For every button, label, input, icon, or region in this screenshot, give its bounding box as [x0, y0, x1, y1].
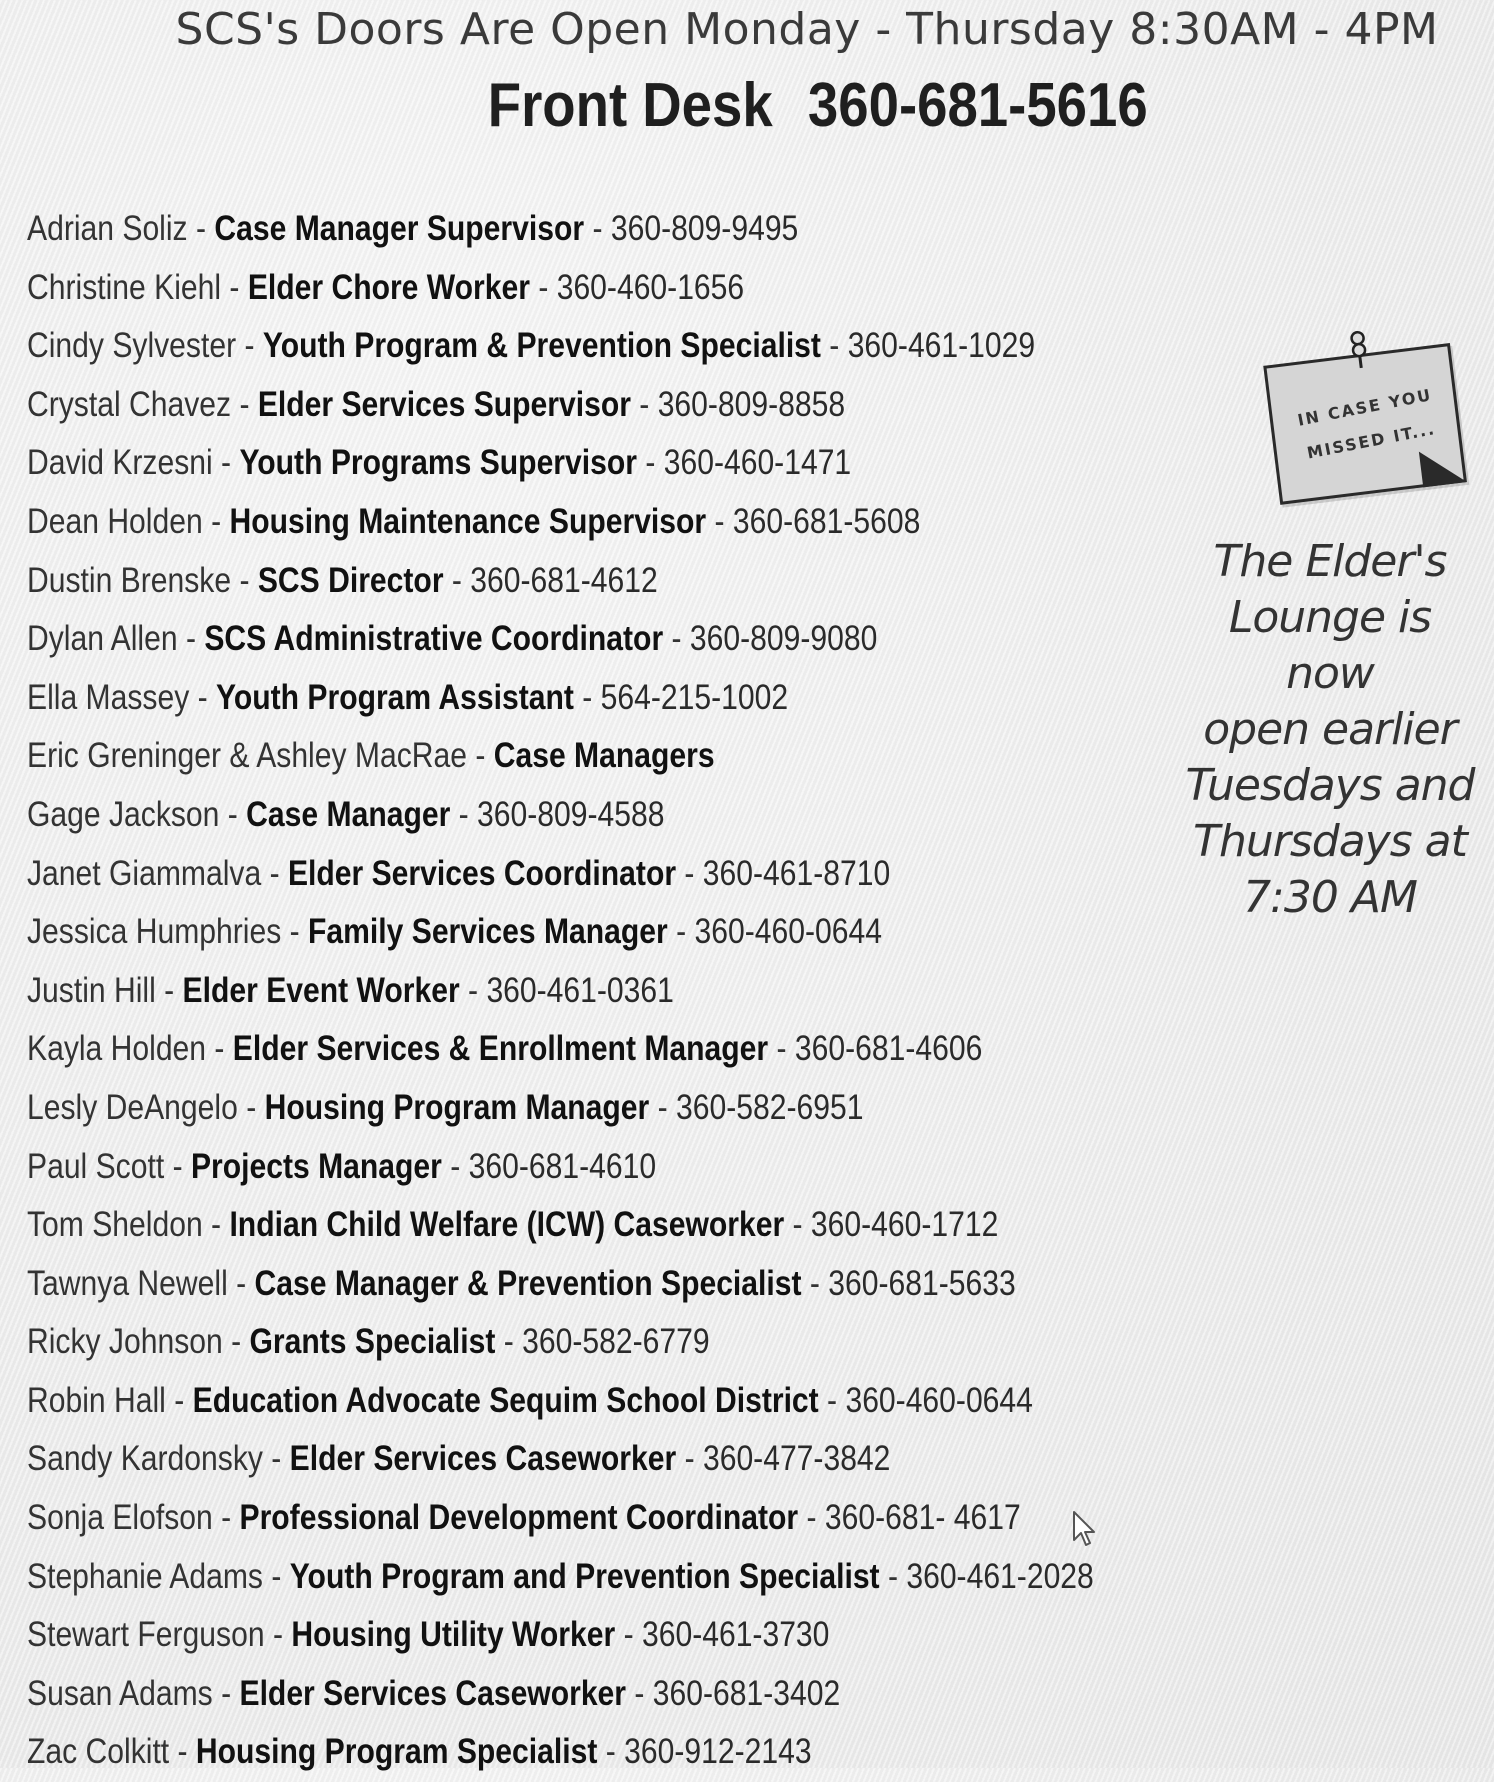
front-desk-phone[interactable]: 360-681-5616	[807, 71, 1148, 140]
announcement-line-1: The Elder's	[1213, 536, 1447, 587]
staff-phone[interactable]: 360-809-9080	[689, 619, 878, 659]
staff-role: Education Advocate Sequim School District	[192, 1380, 819, 1420]
separator: -	[573, 677, 601, 717]
staff-row	[27, 1255, 1016, 1314]
staff-phone[interactable]: 360-681-3402	[652, 1673, 841, 1713]
staff-phone[interactable]: 360-461-1029	[847, 326, 1036, 366]
staff-phone[interactable]: 360-460-1471	[663, 443, 852, 483]
staff-phone[interactable]: 360-461-0361	[486, 970, 674, 1010]
staff-phone[interactable]: 360-582-6779	[522, 1322, 710, 1362]
staff-role: Elder Services Caseworker	[239, 1673, 627, 1713]
staff-role: Projects Manager	[190, 1146, 442, 1186]
separator: -	[227, 1263, 255, 1303]
staff-row	[27, 259, 1007, 318]
staff-role: Youth Program Assistant	[216, 677, 574, 717]
separator: -	[597, 1732, 625, 1772]
staff-role: Youth Programs Supervisor	[239, 443, 637, 483]
staff-role: Case Manager Supervisor	[214, 209, 585, 248]
separator: -	[495, 1322, 523, 1362]
front-desk-line	[108, 70, 1423, 141]
staff-role: Elder Chore Worker	[247, 267, 530, 307]
staff-row	[27, 903, 1007, 962]
staff-name: Janet Giammalva	[27, 853, 262, 893]
separator: -	[231, 560, 258, 600]
staff-role: Housing Program Specialist	[195, 1732, 598, 1772]
staff-role: Elder Services & Enrollment Manager	[232, 1029, 769, 1069]
separator: -	[798, 1498, 825, 1538]
staff-row	[27, 1548, 1094, 1607]
staff-phone[interactable]: 360-582-6951	[676, 1087, 864, 1127]
staff-phone[interactable]: 360-477-3842	[702, 1439, 891, 1479]
separator: -	[663, 619, 690, 659]
elders-lounge-announcement	[1180, 534, 1480, 926]
announcement-line-4: Tuesdays and	[1185, 760, 1475, 811]
separator: -	[820, 326, 848, 366]
staff-name: Justin Hill	[27, 970, 156, 1010]
staff-name: Sandy Kardonsky	[27, 1439, 263, 1479]
separator: -	[768, 1029, 795, 1069]
staff-name: Zac Colkitt	[27, 1732, 170, 1772]
separator: -	[626, 1673, 653, 1713]
separator: -	[879, 1556, 907, 1596]
separator: -	[615, 1615, 642, 1655]
staff-name: Sonja Elofson	[27, 1498, 213, 1538]
staff-row	[27, 376, 1007, 435]
staff-phone[interactable]: 360-460-1656	[556, 267, 745, 307]
staff-role: SCS Administrative Coordinator	[204, 619, 664, 659]
staff-name: Paul Scott	[27, 1146, 165, 1186]
separator: -	[236, 326, 263, 366]
staff-name: Kayla Holden	[27, 1029, 207, 1069]
separator: -	[466, 736, 494, 776]
staff-phone[interactable]: 564-215-1002	[600, 677, 789, 717]
staff-name: Tom Sheldon	[27, 1205, 203, 1245]
staff-role: Professional Development Coordinator	[239, 1498, 799, 1538]
separator: -	[584, 209, 611, 248]
separator: -	[202, 1205, 230, 1245]
staff-row	[27, 1079, 1007, 1138]
separator: -	[155, 970, 183, 1010]
staff-role: Youth Program & Prevention Specialist	[262, 326, 821, 366]
separator: -	[281, 912, 309, 952]
staff-phone[interactable]: 360-681-4612	[470, 560, 658, 600]
separator: -	[222, 1322, 250, 1362]
separator: -	[212, 1498, 240, 1538]
announcement-line-2: Lounge is now	[1228, 592, 1432, 699]
staff-name: Tawnya Newell	[27, 1263, 228, 1303]
staff-row	[27, 1665, 1007, 1724]
staff-role: Indian Child Welfare (ICW) Caseworker	[229, 1205, 785, 1245]
staff-role: Family Services Manager	[308, 912, 668, 952]
staff-row	[27, 317, 1036, 376]
separator: -	[206, 1029, 233, 1069]
staff-role: Case Manager & Prevention Specialist	[254, 1263, 802, 1303]
separator: -	[262, 1556, 290, 1596]
staff-row	[27, 669, 1007, 728]
separator: -	[202, 501, 230, 541]
staff-role: Case Manager	[246, 794, 451, 834]
staff-row	[27, 786, 1007, 845]
note-line-1: IN CASE YOU	[1295, 385, 1434, 430]
staff-row	[27, 727, 1007, 786]
staff-phone[interactable]: 360-460-0644	[845, 1380, 1033, 1420]
staff-name: David Krzesni	[27, 443, 213, 483]
announcement-line-3: open earlier	[1203, 704, 1457, 755]
staff-phone[interactable]: 360-809-4588	[477, 794, 665, 834]
separator: -	[706, 501, 733, 541]
separator: -	[164, 1146, 191, 1186]
staff-role: Elder Event Worker	[182, 970, 460, 1010]
staff-phone[interactable]: 360-912-2143	[624, 1732, 812, 1772]
separator: -	[264, 1615, 292, 1655]
separator: -	[529, 267, 557, 307]
staff-role: Housing Utility Worker	[291, 1615, 616, 1655]
separator: -	[221, 267, 248, 307]
announcement-line-5: Thursdays at	[1193, 816, 1467, 867]
announcement-line-6: 7:30 AM	[1243, 872, 1417, 923]
staff-phone[interactable]: 360-809-8858	[657, 384, 846, 424]
separator: -	[169, 1732, 196, 1772]
staff-role: Housing Maintenance Supervisor	[229, 501, 707, 541]
separator: -	[441, 1146, 469, 1186]
separator: -	[261, 853, 288, 893]
separator: -	[667, 912, 695, 952]
separator: -	[219, 794, 247, 834]
staff-row	[27, 1489, 1021, 1548]
staff-row	[27, 552, 1007, 611]
staff-phone[interactable]: 360-681-5633	[828, 1263, 1016, 1303]
staff-phone[interactable]: 360-681-4610	[468, 1146, 657, 1186]
staff-phone[interactable]: 360-681-5608	[732, 501, 921, 541]
staff-name: Stephanie Adams	[27, 1556, 263, 1596]
staff-role: Housing Program Manager	[264, 1087, 650, 1127]
staff-name: Gage Jackson	[27, 794, 220, 834]
staff-name: Stewart Ferguson	[27, 1615, 265, 1655]
staff-name: Dustin Brenske	[27, 560, 232, 600]
staff-phone[interactable]: 360-461-8710	[702, 853, 891, 893]
staff-role: Case Managers	[493, 736, 715, 776]
separator: -	[649, 1087, 677, 1127]
separator: -	[187, 209, 215, 248]
separator: -	[636, 443, 664, 483]
staff-role: SCS Director	[257, 560, 444, 600]
staff-row	[27, 1606, 1007, 1665]
separator: -	[450, 794, 478, 834]
staff-name: Cindy Sylvester	[27, 326, 237, 366]
separator: -	[189, 677, 217, 717]
staff-row	[27, 962, 1007, 1021]
separator: -	[818, 1380, 846, 1420]
staff-name: Dean Holden	[27, 501, 203, 541]
staff-name: Susan Adams	[27, 1673, 213, 1713]
separator: -	[459, 970, 487, 1010]
staff-name: Ricky Johnson	[27, 1322, 223, 1362]
staff-name: Lesly DeAngelo	[27, 1087, 238, 1127]
staff-row	[27, 1196, 1007, 1255]
staff-phone[interactable]: 360-460-1712	[810, 1205, 999, 1245]
separator: -	[784, 1205, 811, 1245]
front-desk-label: Front Desk	[487, 71, 773, 140]
staff-row	[27, 200, 1007, 259]
staff-phone[interactable]: 360-460-0644	[694, 912, 882, 952]
separator: -	[443, 560, 471, 600]
staff-phone[interactable]: 360-461-3730	[641, 1615, 830, 1655]
staff-phone[interactable]: 360-681-4606	[794, 1029, 983, 1069]
staff-row	[27, 1020, 1007, 1079]
separator: -	[262, 1439, 290, 1479]
staff-row	[27, 1138, 1007, 1197]
staff-role: Elder Services Supervisor	[257, 384, 631, 424]
separator: -	[676, 1439, 703, 1479]
staff-role: Elder Services Caseworker	[289, 1439, 677, 1479]
staff-name: Robin Hall	[27, 1380, 166, 1420]
staff-role: Elder Services Coordinator	[287, 853, 677, 893]
staff-phone[interactable]: 360-681- 4617	[824, 1498, 1021, 1538]
in-case-you-missed-it-note	[1262, 329, 1467, 501]
staff-name: Crystal Chavez	[27, 384, 232, 424]
mouse-cursor-icon	[1071, 1510, 1097, 1550]
staff-name: Dylan Allen	[27, 619, 178, 659]
separator: -	[237, 1087, 265, 1127]
staff-name: Adrian Soliz	[27, 209, 188, 248]
staff-directory	[27, 200, 1167, 1782]
hours-banner: SCS's Doors Are Open Monday - Thursday 8:30AM - 4PM	[175, 4, 1439, 55]
staff-row	[27, 610, 1007, 669]
separator: -	[212, 1673, 240, 1713]
staff-row	[27, 434, 1007, 493]
staff-phone[interactable]: 360-809-9495	[610, 209, 799, 248]
staff-row	[27, 1313, 1007, 1372]
staff-name: Christine Kiehl	[27, 267, 222, 307]
staff-row	[27, 493, 1007, 552]
note-folded-corner	[1419, 446, 1467, 487]
separator: -	[630, 384, 658, 424]
staff-name: Jessica Humphries	[27, 912, 282, 952]
separator: -	[231, 384, 258, 424]
staff-role: Grants Specialist	[249, 1322, 496, 1362]
staff-role: Youth Program and Prevention Specialist	[289, 1556, 880, 1596]
staff-row	[27, 1372, 1033, 1431]
staff-row	[27, 845, 1007, 904]
staff-row	[27, 1430, 1007, 1489]
separator: -	[165, 1380, 193, 1420]
note-line-2: MISSED IT...	[1305, 418, 1438, 463]
separator: -	[801, 1263, 829, 1303]
staff-name: Ella Massey	[27, 677, 190, 717]
separator: -	[676, 853, 703, 893]
separator: -	[212, 443, 240, 483]
staff-row	[27, 1723, 1007, 1782]
staff-name: Eric Greninger & Ashley MacRae	[27, 736, 467, 776]
separator: -	[177, 619, 205, 659]
pushpin-icon	[1344, 329, 1375, 372]
staff-phone[interactable]: 360-461-2028	[906, 1556, 1094, 1596]
